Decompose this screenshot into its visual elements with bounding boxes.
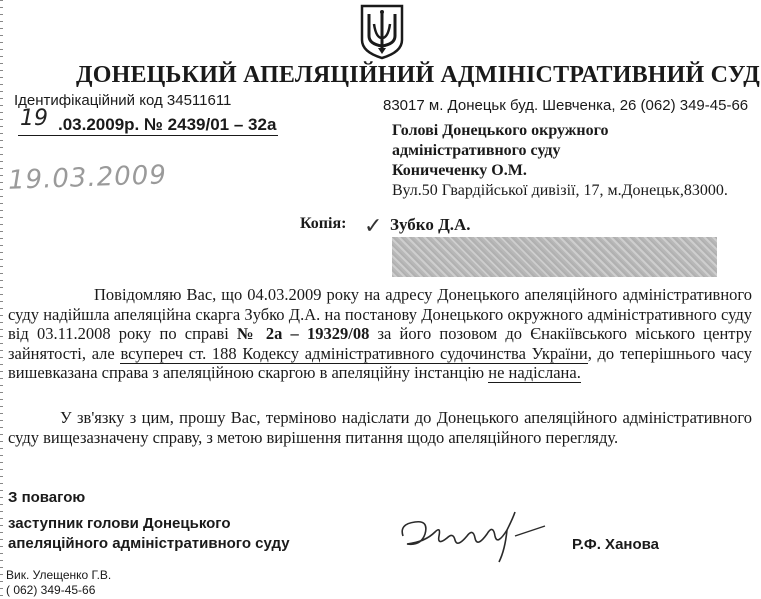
identification-code: Ідентифікаційний код 34511611: [14, 92, 232, 109]
closing-regards: З повагою: [8, 489, 86, 506]
body-paragraph-2: [8, 408, 752, 447]
signer-name: Р.Ф. Ханова: [572, 536, 659, 553]
organization-name: ДОНЕЦЬКИЙ АПЕЛЯЦІЙНИЙ АДМІНІСТРАТИВНИЙ СУД: [76, 62, 760, 88]
closing-block: [8, 488, 290, 554]
recipient-address: Вул.50 Гвардійської дивізії, 17, м.Донецьк,83000.: [392, 182, 728, 199]
checkmark-icon: ✓: [364, 214, 383, 239]
p1-text-b: за його позовом до Єнакіївського міського центру зайнятості, але: [8, 324, 752, 363]
p1-text-c: , до теперішнього часу вишевказана справа з апеляційною скаргою в апеляційну інстанцію: [8, 343, 753, 382]
body-paragraph-1: [8, 285, 752, 383]
court-address: 83017 м. Донецьк буд. Шевченка, 26 (062) 349-45-66: [383, 97, 749, 114]
redacted-area: [392, 237, 717, 277]
executor-name: Вик. Улещенко Г.В.: [6, 568, 112, 582]
p1-text-a: Повідомляю Вас, що 04.03.2009 року на адресу Донецького апеляційного адміністративного суду надійшла апеляційна скарга Зубко Д.А. на постанову Донецького окружного адміністративного суду від 03.11.2008 року по справі: [8, 285, 752, 343]
copy-recipient-name: Зубко Д.А.: [390, 215, 471, 234]
recipient-line-1: Голові Донецького окружного: [392, 122, 609, 139]
case-number: № 2а – 19329/08: [237, 324, 370, 343]
recipient-line-2: адміністративного суду: [392, 142, 561, 159]
copy-label: Копія:: [300, 215, 347, 232]
reference-number: [20, 115, 276, 135]
reference-rest: .03.2009р. № 2439/01 – 32а: [58, 115, 277, 134]
p2-text: У зв'язку з цим, прошу Вас, терміново надіслати до Донецького апеляційного адміністративного суду вищезазначену справу, з метою вирішення питання щодо апеляційного перегляду.: [8, 408, 752, 447]
scan-edge-artifact: [0, 0, 3, 599]
closing-position-2: апеляційного адміністративного суду: [8, 535, 290, 552]
recipient-block: [392, 121, 728, 201]
not-sent-underlined: не надіслана.: [488, 363, 581, 382]
recipient-line-3: Коничеченку О.М.: [392, 162, 527, 179]
handwritten-signature: [395, 506, 555, 566]
executor-phone: ( 062) 349-45-66: [6, 583, 96, 597]
reference-underline: [18, 135, 278, 136]
closing-position-1: заступник голови Донецького: [8, 515, 231, 532]
handwritten-day: 19: [20, 106, 48, 131]
received-stamp-date: 19.03.2009: [7, 160, 168, 196]
trident-emblem-icon: [358, 4, 406, 60]
code-reference-underlined: всупереч ст. 188 Кодексу адміністративного судочинства України: [120, 343, 588, 363]
